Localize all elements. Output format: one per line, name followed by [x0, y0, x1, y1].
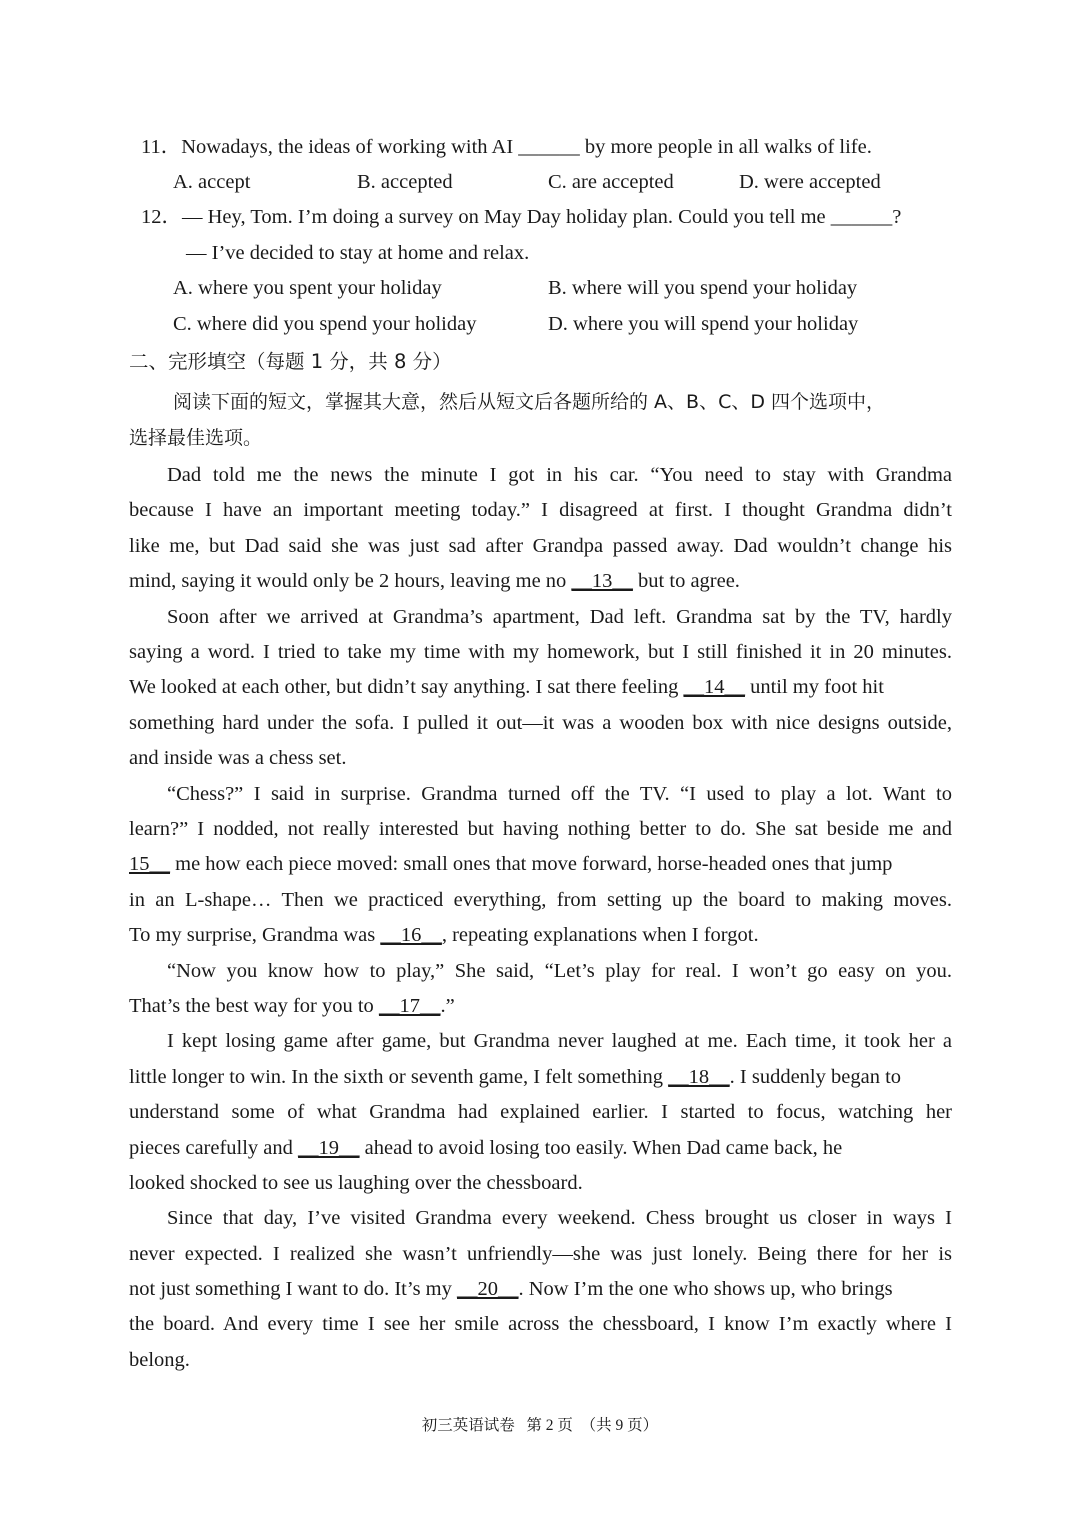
blank-18: __18__ — [668, 1066, 730, 1088]
passage-line: Dad told me the news the minute I got in his car. “You need to stay with Grandma — [167, 464, 952, 486]
blank-13: __13__ — [571, 570, 633, 592]
question-12-option-b: B. where will you spend your holiday — [548, 277, 858, 299]
question-12-reply: — I’ve decided to stay at home and relax. — [186, 242, 530, 264]
question-12-option-d: D. where you will spend your holiday — [548, 313, 859, 335]
passage-line: in an L-shape… Then we practiced everything, from setting up the board to making moves. — [129, 889, 952, 911]
passage-line — [129, 1063, 901, 1091]
blank-19: __19__ — [298, 1137, 360, 1159]
blank-20: __20__ — [457, 1278, 519, 1300]
question-11-option-d: D. were accepted — [739, 171, 881, 193]
page-footer: 初三英语试卷 第 2 页 （共 9 页） — [421, 1417, 659, 1434]
question-12-option-a: A. where you spent your holiday — [173, 277, 442, 299]
passage-text: until my foot hit — [750, 676, 884, 698]
passage-line — [129, 567, 740, 595]
passage-text: . Now I’m the one who shows up, who brings — [518, 1278, 893, 1300]
passage-line: “Now you know how to play,” She said, “Let’s play for real. I won’t go easy on you. — [167, 960, 952, 982]
passage-line — [129, 992, 455, 1020]
section-instruction-line-2: 选择最佳选项。 — [129, 427, 263, 449]
passage-line: like me, but Dad said she was just sad after Grandpa passed away. Dad wouldn’t change his — [129, 535, 952, 557]
passage-text: ahead to avoid losing too easily. When Dad came back, he — [364, 1137, 843, 1159]
passage-line: belong. — [129, 1349, 190, 1371]
question-12-option-c: C. where did you spend your holiday — [173, 313, 477, 335]
passage-line: Since that day, I’ve visited Grandma every weekend. Chess brought us closer in ways I — [167, 1207, 952, 1229]
passage-line: never expected. I realized she wasn’t unfriendly—she was just lonely. Being there for her is — [129, 1243, 952, 1265]
passage-line — [129, 921, 759, 949]
question-11-option-c: C. are accepted — [548, 171, 674, 193]
passage-text: little longer to win. In the sixth or seventh game, I felt something — [129, 1066, 664, 1088]
passage-text: That’s the best way for you to — [129, 995, 374, 1017]
passage-text: but to agree. — [638, 570, 740, 592]
passage-line: the board. And every time I see her smile across the chessboard, I know I’m exactly where I — [129, 1313, 952, 1335]
passage-text: To my surprise, Grandma was — [129, 924, 376, 946]
passage-line: and inside was a chess set. — [129, 747, 347, 769]
passage-text: We looked at each other, but didn’t say anything. I sat there feeling — [129, 676, 679, 698]
blank-14: __14__ — [683, 676, 745, 698]
passage-line — [129, 850, 892, 878]
blank-17: __17__ — [378, 995, 441, 1017]
section-instruction-line-1: 阅读下面的短文，掌握其大意，然后从短文后各题所给的 A、B、C、D 四个选项中， — [173, 391, 886, 413]
question-11-stem: 11．Nowadays, the ideas of working with AI ______ by more people in all walks of life. — [141, 136, 872, 158]
passage-line: something hard under the sofa. I pulled it out—it was a wooden box with nice designs outside, — [129, 712, 952, 734]
passage-line — [129, 1134, 842, 1162]
blank-15: 15__ — [129, 853, 170, 875]
passage-line: saying a word. I tried to take my time with my homework, but I still finished it in 20 minutes. — [129, 641, 952, 663]
question-11-option-b: B. accepted — [357, 171, 453, 193]
passage-line: looked shocked to see us laughing over the chessboard. — [129, 1172, 583, 1194]
passage-line: Soon after we arrived at Grandma’s apartment, Dad left. Grandma sat by the TV, hardly — [167, 606, 952, 628]
passage-text: . I suddenly began to — [729, 1066, 902, 1088]
passage-line: understand some of what Grandma had explained earlier. I started to focus, watching her — [129, 1101, 952, 1123]
passage-text: not just something I want to do. It’s my — [129, 1278, 452, 1300]
question-12-stem: 12．— Hey, Tom. I’m doing a survey on May Day holiday plan. Could you tell me ______? — [141, 206, 902, 228]
passage-line — [129, 1275, 893, 1303]
passage-text: .” — [440, 995, 455, 1017]
passage-text: pieces carefully and — [129, 1137, 293, 1159]
passage-line: learn?” I nodded, not really interested but having nothing better to do. She sat beside me and — [129, 818, 952, 840]
passage-line: because I have an important meeting today.” I disagreed at first. I thought Grandma didn’t — [129, 499, 952, 521]
passage-text: , repeating explanations when I forgot. — [441, 924, 759, 946]
section-title: 二、完形填空（每题 1 分，共 8 分） — [129, 350, 452, 373]
passage-line: “Chess?” I said in surprise. Grandma turned off the TV. “I used to play a lot. Want to — [167, 783, 952, 805]
blank-16: __16__ — [380, 924, 442, 946]
passage-text: me how each piece moved: small ones that move forward, horse-headed ones that jump — [175, 853, 893, 875]
passage-text: mind, saying it would only be 2 hours, leaving me no — [129, 570, 567, 592]
passage-line: I kept losing game after game, but Grandma never laughed at me. Each time, it took her a — [167, 1030, 952, 1052]
question-11-option-a: A. accept — [173, 171, 251, 193]
passage-line — [129, 673, 884, 701]
